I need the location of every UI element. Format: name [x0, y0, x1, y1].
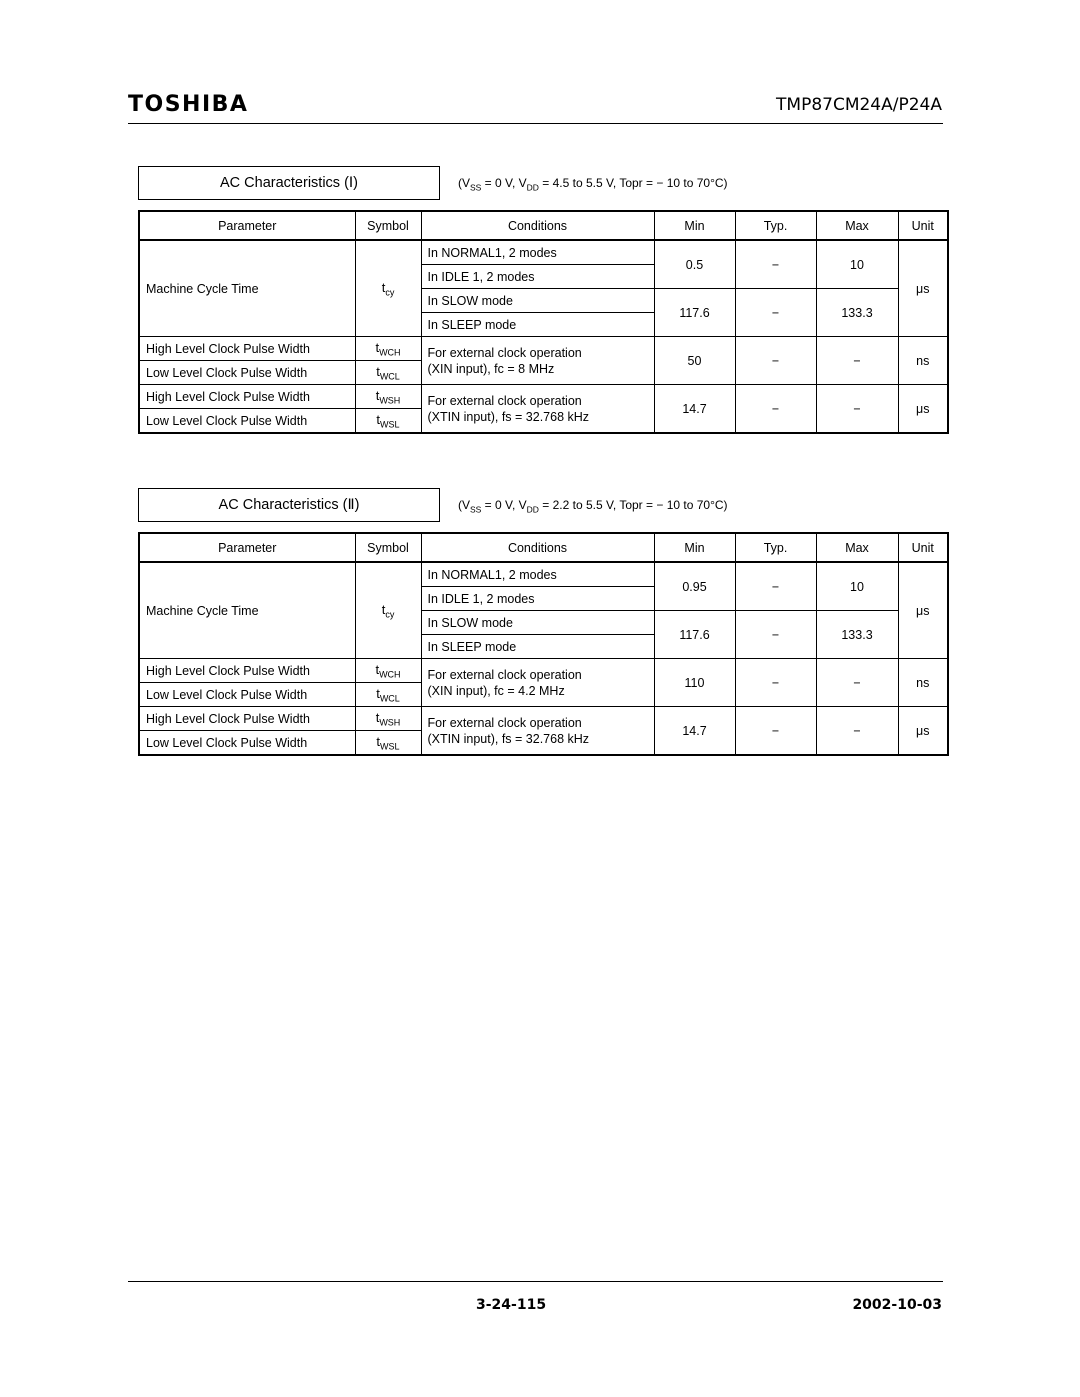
parameter-cell: High Level Clock Pulse Width	[139, 385, 355, 409]
table-row	[139, 337, 948, 361]
min-cell: 117.6	[654, 289, 735, 337]
typ-cell: −	[735, 240, 816, 289]
condition-cell: In SLEEP mode	[421, 313, 654, 337]
header-rule	[128, 123, 943, 124]
brand-logo: TOSHIBA	[128, 92, 249, 117]
min-cell: 110	[654, 659, 735, 707]
typ-cell: −	[735, 385, 816, 434]
condition-cell: In SLOW mode	[421, 611, 654, 635]
table-header-row	[139, 533, 948, 562]
symbol-cell: $t_{WSH}$	[355, 707, 421, 731]
table-row	[139, 240, 948, 265]
min-cell: 0.95	[654, 562, 735, 611]
ac-characteristics-table	[138, 210, 949, 434]
typ-cell: −	[735, 707, 816, 756]
symbol-cell: $t_{WCH}$	[355, 337, 421, 361]
header-typ: Typ.	[735, 211, 816, 240]
condition-cell: In IDLE 1, 2 modes	[421, 587, 654, 611]
condition-cell: In SLEEP mode	[421, 635, 654, 659]
table-row	[139, 659, 948, 683]
parameter-cell: Low Level Clock Pulse Width	[139, 409, 355, 434]
parameter-cell: High Level Clock Pulse Width	[139, 659, 355, 683]
header-unit: Unit	[898, 211, 948, 240]
symbol-cell: $t_{WCL}$	[355, 361, 421, 385]
header-min: Min	[654, 533, 735, 562]
header-conditions: Conditions	[421, 533, 654, 562]
table-row	[139, 562, 948, 587]
parameter-cell: Machine Cycle Time	[139, 240, 355, 337]
typ-cell: −	[735, 562, 816, 611]
table-row	[139, 707, 948, 731]
parameter-cell: Low Level Clock Pulse Width	[139, 731, 355, 756]
symbol-cell: $t_{WSL}$	[355, 731, 421, 756]
min-cell: 50	[654, 337, 735, 385]
max-cell: −	[816, 337, 898, 385]
condition-cell: For external clock operation (XIN input), fc = 8 MHz	[421, 337, 654, 385]
min-cell: 14.7	[654, 707, 735, 756]
max-cell: 133.3	[816, 289, 898, 337]
min-cell: 117.6	[654, 611, 735, 659]
header-symbol: Symbol	[355, 211, 421, 240]
symbol-cell: $t_{WSH}$	[355, 385, 421, 409]
min-cell: 14.7	[654, 385, 735, 434]
section-title: AC Characteristics (Ⅰ)	[138, 166, 440, 200]
max-cell: −	[816, 659, 898, 707]
max-cell: −	[816, 707, 898, 756]
section-title: AC Characteristics (Ⅱ)	[138, 488, 440, 522]
header-parameter: Parameter	[139, 211, 355, 240]
revision-date: 2002-10-03	[852, 1297, 942, 1313]
footer-rule	[128, 1281, 943, 1282]
header-parameter: Parameter	[139, 533, 355, 562]
header-unit: Unit	[898, 533, 948, 562]
symbol-cell: $t_{cy}$	[355, 562, 421, 659]
table-header-row	[139, 211, 948, 240]
header-typ: Typ.	[735, 533, 816, 562]
unit-cell: ns	[898, 337, 948, 385]
max-cell: 10	[816, 240, 898, 289]
unit-cell: μs	[898, 707, 948, 756]
symbol-cell: $t_{WCL}$	[355, 683, 421, 707]
parameter-cell: Low Level Clock Pulse Width	[139, 683, 355, 707]
symbol-cell: $t_{WCH}$	[355, 659, 421, 683]
condition-cell: For external clock operation (XTIN input), fs = 32.768 kHz	[421, 385, 654, 434]
symbol-cell: $t_{WSL}$	[355, 409, 421, 434]
typ-cell: −	[735, 611, 816, 659]
max-cell: 133.3	[816, 611, 898, 659]
unit-cell: μs	[898, 562, 948, 659]
header-symbol: Symbol	[355, 533, 421, 562]
typ-cell: −	[735, 337, 816, 385]
measurement-conditions: ($V_{SS} = 0$ V, $V_{DD} = 2.2$ to 5.5 V, Topr = − 10 to 70°C)	[458, 498, 728, 515]
typ-cell: −	[735, 659, 816, 707]
unit-cell: ns	[898, 659, 948, 707]
header-max: Max	[816, 211, 898, 240]
condition-cell: In NORMAL1, 2 modes	[421, 562, 654, 587]
measurement-conditions: ($V_{SS} = 0$ V, $V_{DD} = 4.5$ to 5.5 V, Topr = − 10 to 70°C)	[458, 176, 728, 193]
condition-cell: For external clock operation (XTIN input), fs = 32.768 kHz	[421, 707, 654, 756]
unit-cell: μs	[898, 385, 948, 434]
parameter-cell: High Level Clock Pulse Width	[139, 337, 355, 361]
table-row	[139, 385, 948, 409]
ac-characteristics-table	[138, 532, 949, 756]
min-cell: 0.5	[654, 240, 735, 289]
header-conditions: Conditions	[421, 211, 654, 240]
symbol-cell: $t_{cy}$	[355, 240, 421, 337]
condition-cell: In SLOW mode	[421, 289, 654, 313]
typ-cell: −	[735, 289, 816, 337]
parameter-cell: Machine Cycle Time	[139, 562, 355, 659]
condition-cell: In IDLE 1, 2 modes	[421, 265, 654, 289]
page-number: 3-24-115	[476, 1297, 547, 1313]
max-cell: −	[816, 385, 898, 434]
parameter-cell: Low Level Clock Pulse Width	[139, 361, 355, 385]
condition-cell: In NORMAL1, 2 modes	[421, 240, 654, 265]
document-code: TMP87CM24A/P24A	[776, 95, 942, 115]
parameter-cell: High Level Clock Pulse Width	[139, 707, 355, 731]
unit-cell: μs	[898, 240, 948, 337]
header-max: Max	[816, 533, 898, 562]
condition-cell: For external clock operation (XIN input), fc = 4.2 MHz	[421, 659, 654, 707]
header-min: Min	[654, 211, 735, 240]
max-cell: 10	[816, 562, 898, 611]
